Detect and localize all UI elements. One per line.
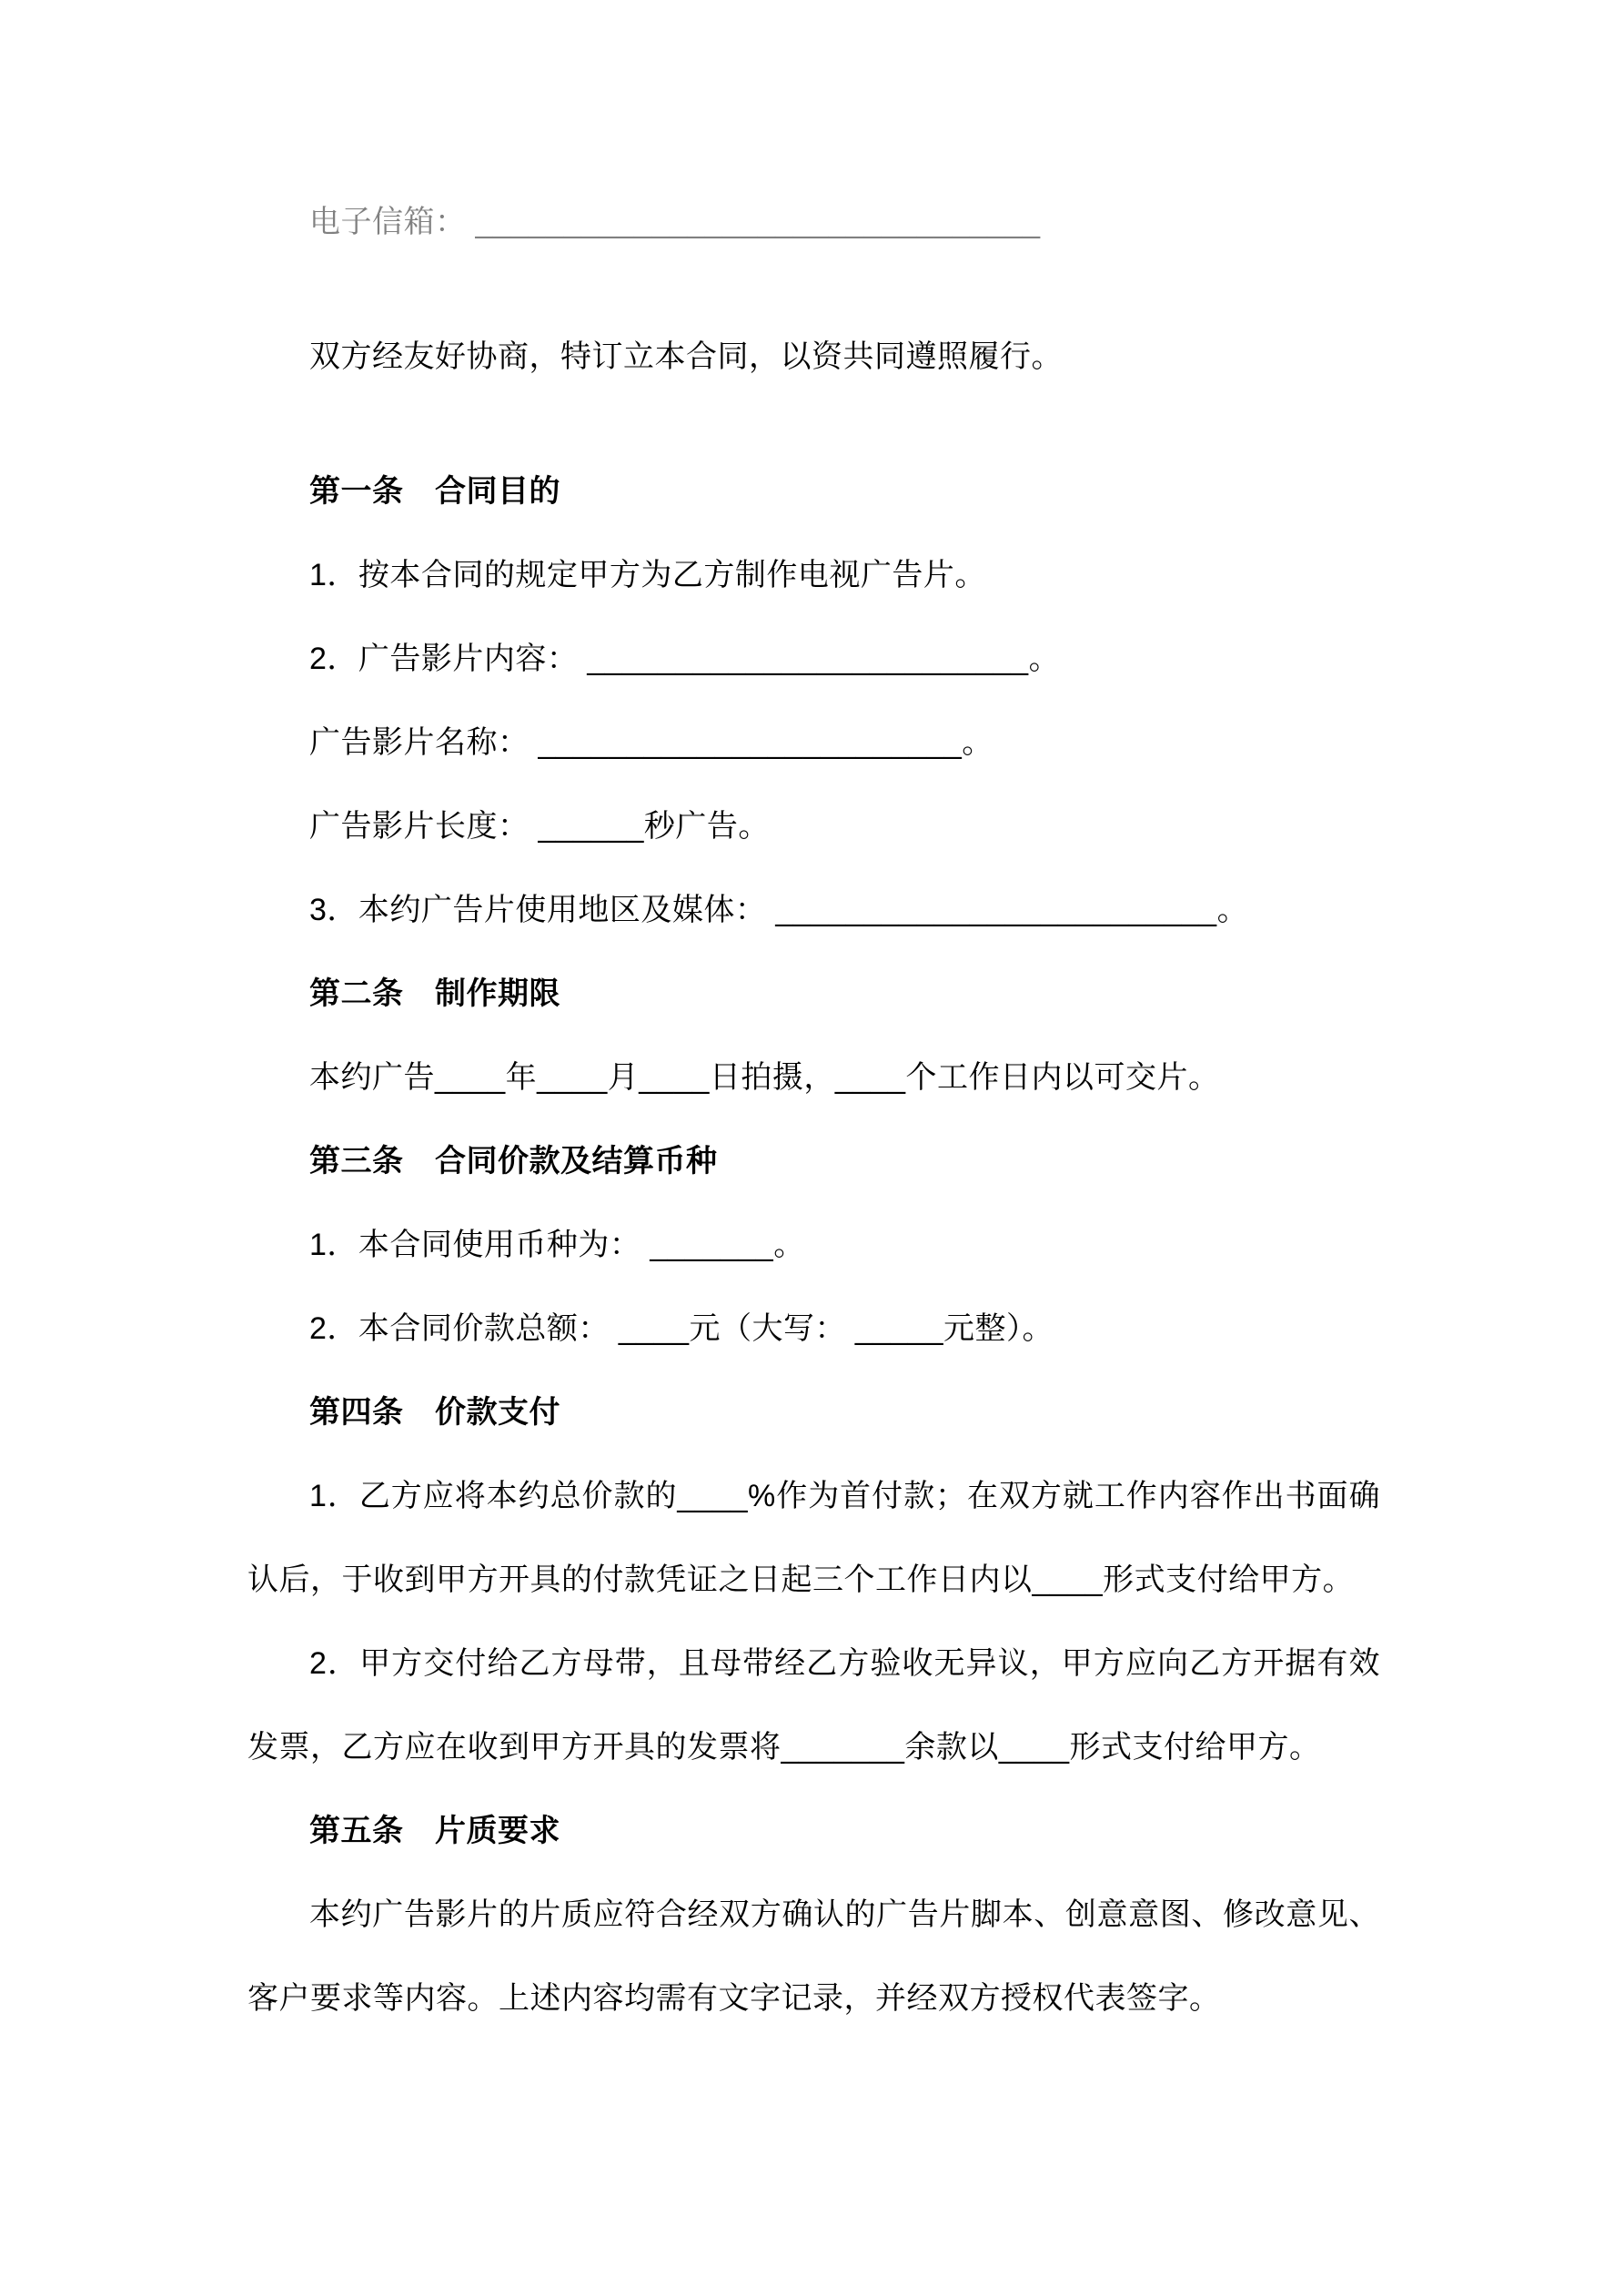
article-4-heading: 第四条 价款支付 [309,1395,560,1430]
article-2-heading: 第二条 制作期限 [309,976,560,1011]
article-1-item-3: 3．本约广告片使用地区及媒体： _________________________。 [309,893,1249,927]
article-1-film-length: 广告影片长度： ______秒广告。 [309,809,770,844]
article-2-body: 本约广告____年____月____日拍摄，____个工作日内以可交片。 [309,1060,1220,1095]
article-1-film-name: 广告影片名称： ________________________。 [309,725,994,760]
article-3-item-2: 2．本合同价款总额： ____元（大写： _____元整）。 [309,1311,1054,1346]
intro-clause: 双方经友好协商，特订立本合同，以资共同遵照履行。 [309,339,1063,374]
article-5-heading: 第五条 片质要求 [309,1814,560,1848]
article-1-item-2: 2．广告影片内容： _________________________。 [309,642,1061,676]
article-1-item-1: 1．按本合同的规定甲方为乙方制作电视广告片。 [309,558,986,592]
article-1-heading: 第一条 合同目的 [309,474,560,509]
article-4-item-1: 1．乙方应将本约总价款的____%作为首付款；在双方就工作内容作出书面确认后，于收到甲方开具的付款凭证之日起三个工作日内以____形式支付给甲方。 [247,1479,1380,1597]
article-3-heading: 第三条 合同价款及结算币种 [309,1144,718,1178]
email-line: 电子信箱： ________________________________ [309,205,1041,239]
article-4-item-2: 2．甲方交付给乙方母带，且母带经乙方验收无异议，甲方应向乙方开据有效发票，乙方应在收到甲方开具的发票将_______余款以____形式支付给甲方。 [247,1646,1380,1765]
article-5-body: 本约广告影片的片质应符合经双方确认的广告片脚本、创意意图、修改意见、客户要求等内容。上述内容均需有文字记录，并经双方授权代表签字。 [247,1897,1380,2016]
article-3-item-1: 1．本合同使用币种为： _______。 [309,1228,805,1262]
